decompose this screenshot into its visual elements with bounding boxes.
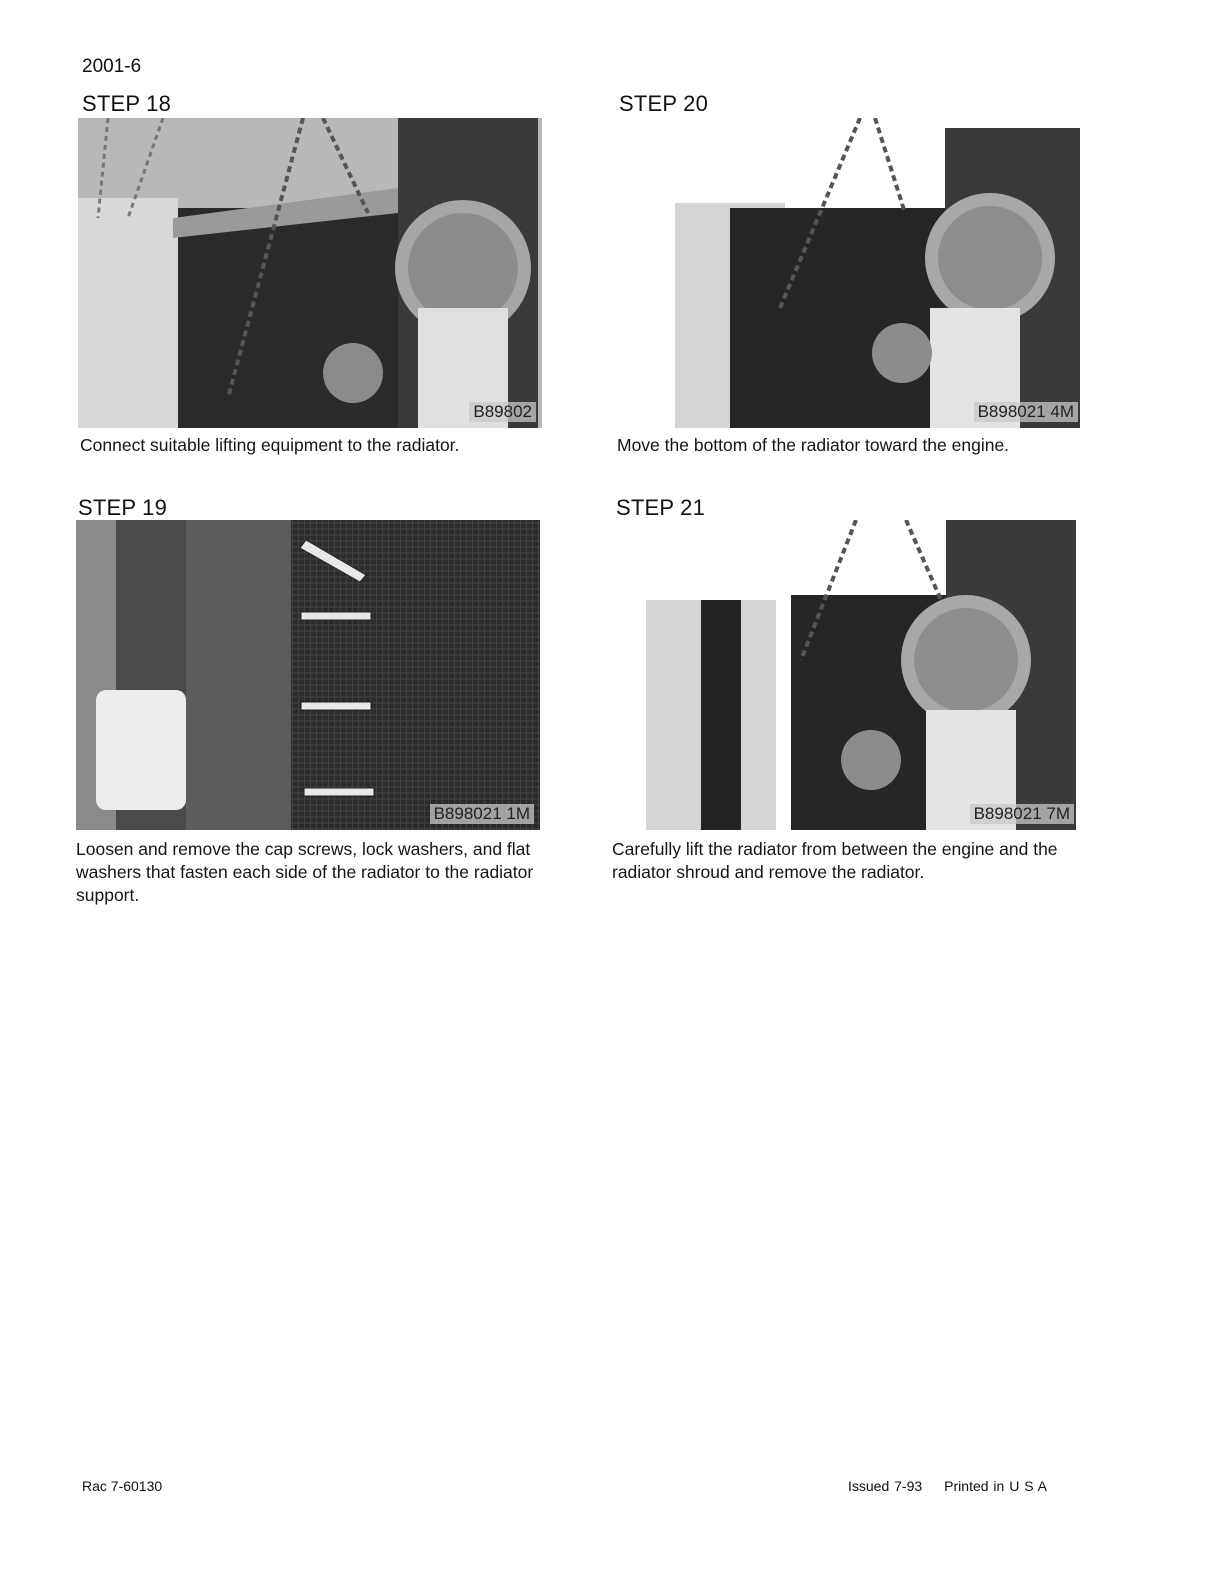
step-heading: STEP 20: [619, 91, 709, 116]
footer-issue-info: [848, 1478, 1047, 1494]
figure-id: B898021 1M: [430, 804, 534, 824]
step-heading: STEP 19: [78, 495, 168, 520]
footer-printed: Printed in U S A: [944, 1478, 1047, 1494]
radiator-removal-photo: [616, 520, 1080, 830]
step-heading: STEP 21: [616, 495, 706, 520]
radiator-capscrews-photo: [76, 520, 540, 830]
step-20-heading: [619, 92, 1099, 116]
step-19-caption: Loosen and remove the cap screws, lock washers, and flat washers that fasten each side of the radiator to the radiator support.: [76, 839, 534, 905]
step-21-caption: Carefully lift the radiator from between the engine and the radiator shroud and remove the radiator.: [612, 839, 1058, 882]
step-19-heading: [78, 496, 558, 520]
step-20-photo: [620, 118, 1084, 428]
step-19-photo: [76, 520, 540, 830]
radiator-lifting-photo: [78, 118, 542, 428]
step-18-heading: [82, 92, 562, 116]
step-18-photo: [78, 118, 542, 428]
step-heading: STEP 18: [82, 91, 172, 116]
figure-id: B898021 7M: [970, 804, 1074, 824]
footer-doc-id: Rac 7-60130: [82, 1478, 163, 1494]
figure-id: B89802: [469, 402, 536, 422]
radiator-bottom-moved-photo: [620, 118, 1084, 428]
step-21-photo: [616, 520, 1080, 830]
footer-issued: Issued 7-93: [848, 1478, 923, 1494]
step-18-caption: Connect suitable lifting equipment to the radiator.: [80, 435, 460, 455]
step-20-caption: Move the bottom of the radiator toward the engine.: [617, 435, 1010, 455]
page-number: 2001-6: [82, 56, 142, 77]
figure-id: B898021 4M: [974, 402, 1078, 422]
step-21-heading: [616, 496, 1096, 520]
